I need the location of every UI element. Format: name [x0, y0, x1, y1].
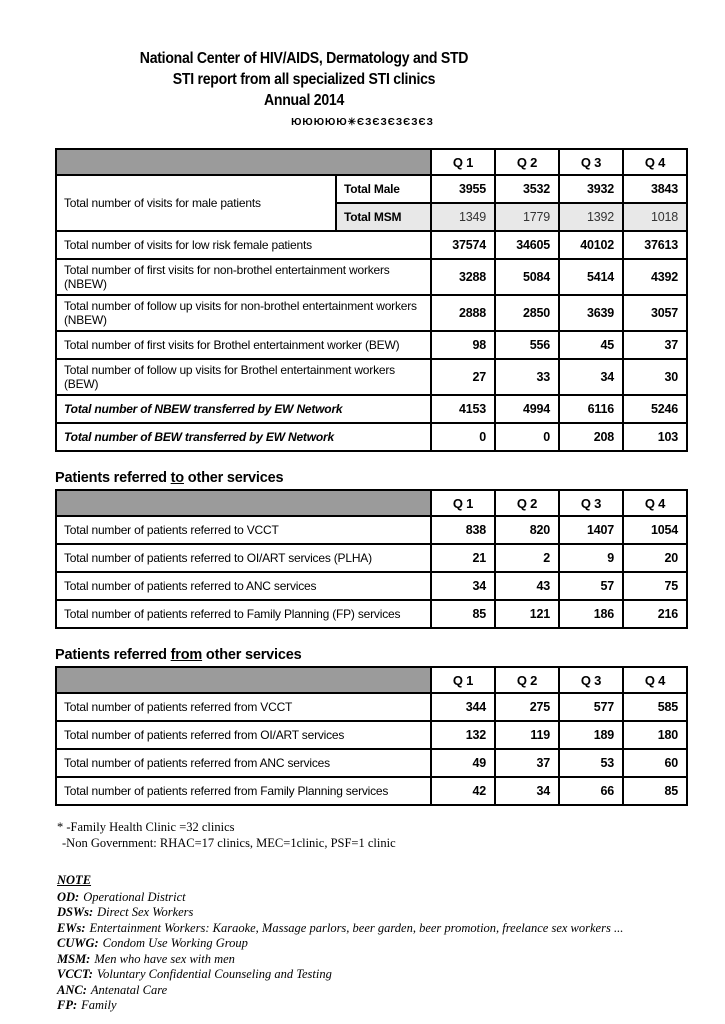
value-cell: 556	[495, 331, 559, 359]
value-cell: 34605	[495, 231, 559, 259]
note-heading: NOTE	[57, 873, 92, 887]
table-row	[56, 231, 687, 259]
visits-table-wrap	[55, 148, 687, 452]
value-cell: 98	[431, 331, 495, 359]
value-cell: 43	[495, 572, 559, 600]
value-cell: 37	[495, 749, 559, 777]
table-row	[56, 516, 687, 544]
table-row-total-male	[56, 175, 687, 203]
label-cell: Total number of patients referred to OI/ART services (PLHA)	[56, 544, 431, 572]
value-cell: 5246	[623, 395, 687, 423]
value-cell: 1018	[623, 203, 687, 231]
report-period: Annual 2014	[263, 92, 345, 109]
value-cell: 5414	[559, 259, 623, 295]
table-header-row	[56, 149, 687, 175]
report-subtitle: STI report from all specialized STI clinics	[172, 71, 436, 88]
label-cell: Total number of BEW transferred by EW Network	[56, 423, 431, 451]
value-cell: 40102	[559, 231, 623, 259]
value-cell: 119	[495, 721, 559, 749]
value-cell: 208	[559, 423, 623, 451]
table-row	[56, 295, 687, 331]
value-cell: 3932	[559, 175, 623, 203]
value-cell: 838	[431, 516, 495, 544]
value-cell: 6116	[559, 395, 623, 423]
value-cell: 27	[431, 359, 495, 395]
value-cell: 3057	[623, 295, 687, 331]
value-cell: 0	[495, 423, 559, 451]
label-cell: Total number of visits for low risk female patients	[56, 231, 431, 259]
label-cell: Total number of patients referred from Family Planning services	[56, 777, 431, 805]
value-cell: 1054	[623, 516, 687, 544]
value-cell: 585	[623, 693, 687, 721]
table-header-row	[56, 490, 687, 516]
value-cell: 3955	[431, 175, 495, 203]
quarter-header-q1: Q 1	[431, 149, 495, 175]
note-item-anc: ANC: Antenatal Care	[57, 982, 168, 997]
label-cell: Total number of patients referred to Family Planning (FP) services	[56, 600, 431, 628]
value-cell: 75	[623, 572, 687, 600]
value-cell: 216	[623, 600, 687, 628]
value-cell: 85	[623, 777, 687, 805]
label-cell: Total number of patients referred to VCCT	[56, 516, 431, 544]
value-cell: 820	[495, 516, 559, 544]
value-cell: 45	[559, 331, 623, 359]
label-cell: Total number of patients referred to ANC services	[56, 572, 431, 600]
value-cell: 53	[559, 749, 623, 777]
value-cell: 85	[431, 600, 495, 628]
value-cell: 4392	[623, 259, 687, 295]
value-cell: 21	[431, 544, 495, 572]
value-cell: 180	[623, 721, 687, 749]
value-cell: 3532	[495, 175, 559, 203]
table-row	[56, 721, 687, 749]
value-cell: 33	[495, 359, 559, 395]
value-cell: 2888	[431, 295, 495, 331]
value-cell: 103	[623, 423, 687, 451]
table-corner-cell	[56, 667, 431, 693]
clinic-footnote	[57, 819, 725, 851]
visits-table	[55, 148, 688, 452]
value-cell: 132	[431, 721, 495, 749]
value-cell: 20	[623, 544, 687, 572]
label-cell: Total number of first visits for Brothel entertainment worker (BEW)	[56, 331, 431, 359]
note-item-od: OD: Operational District	[57, 889, 186, 904]
referred-to-table	[55, 489, 688, 629]
value-cell: 0	[431, 423, 495, 451]
table-corner-cell	[56, 149, 431, 175]
quarter-header-q2: Q 2	[495, 149, 559, 175]
table-row	[56, 600, 687, 628]
value-cell: 2	[495, 544, 559, 572]
value-cell: 1392	[559, 203, 623, 231]
note-item-fp: FP: Family	[57, 998, 117, 1012]
table-row	[56, 259, 687, 295]
table-row	[56, 572, 687, 600]
footnote-line-2: -Non Government: RHAC=17 clinics, MEC=1clinic, PSF=1 clinic	[62, 836, 396, 850]
khmer-decorative-divider: ЮЮЮЮЮ✳ЄЗЄЗЄЗЄЗЄЗ	[291, 117, 434, 128]
value-cell: 37613	[623, 231, 687, 259]
label-cell: Total number of follow up visits for Brothel entertainment workers (BEW)	[56, 359, 431, 395]
quarter-header-q2: Q 2	[495, 667, 559, 693]
report-title-block	[36, 48, 571, 111]
quarter-header-q4: Q 4	[623, 490, 687, 516]
quarter-header-q4: Q 4	[623, 149, 687, 175]
table-row	[56, 359, 687, 395]
table-row-bew-transferred	[56, 423, 687, 451]
sub-label-cell: Total Male	[336, 175, 431, 203]
footnote-line-1: * -Family Health Clinic =32 clinics	[57, 820, 235, 834]
referred-to-table-wrap	[55, 489, 687, 629]
value-cell: 3639	[559, 295, 623, 331]
value-cell: 42	[431, 777, 495, 805]
value-cell: 189	[559, 721, 623, 749]
value-cell: 9	[559, 544, 623, 572]
quarter-header-q3: Q 3	[559, 490, 623, 516]
quarter-header-q3: Q 3	[559, 667, 623, 693]
quarter-header-q1: Q 1	[431, 667, 495, 693]
value-cell: 121	[495, 600, 559, 628]
value-cell: 1349	[431, 203, 495, 231]
table-row	[56, 331, 687, 359]
table-row	[56, 749, 687, 777]
note-item-cuwg: CUWG: Condom Use Working Group	[57, 936, 248, 950]
table-row	[56, 777, 687, 805]
value-cell: 2850	[495, 295, 559, 331]
value-cell: 4994	[495, 395, 559, 423]
label-cell: Total number of follow up visits for non-brothel entertainment workers (NBEW)	[56, 295, 431, 331]
value-cell: 1779	[495, 203, 559, 231]
note-item-dsws: DSWs: Direct Sex Workers	[57, 905, 194, 919]
referred-from-table	[55, 666, 688, 806]
section-title-referred-from: Patients referred from other services	[55, 647, 302, 663]
value-cell: 275	[495, 693, 559, 721]
value-cell: 3843	[623, 175, 687, 203]
value-cell: 344	[431, 693, 495, 721]
table-header-row	[56, 667, 687, 693]
value-cell: 34	[559, 359, 623, 395]
quarter-header-q4: Q 4	[623, 667, 687, 693]
note-item-msm: MSM: Men who have sex with men	[57, 951, 235, 966]
table-corner-cell	[56, 490, 431, 516]
quarter-header-q2: Q 2	[495, 490, 559, 516]
label-cell: Total number of patients referred from ANC services	[56, 749, 431, 777]
quarter-header-q3: Q 3	[559, 149, 623, 175]
value-cell: 34	[431, 572, 495, 600]
value-cell: 1407	[559, 516, 623, 544]
value-cell: 4153	[431, 395, 495, 423]
value-cell: 30	[623, 359, 687, 395]
note-item-vcct: VCCT: Voluntary Confidential Counseling and Testing	[57, 967, 332, 981]
table-row	[56, 693, 687, 721]
label-cell: Total number of patients referred from VCCT	[56, 693, 431, 721]
sub-label-cell: Total MSM	[336, 203, 431, 231]
label-cell: Total number of first visits for non-brothel entertainment workers (NBEW)	[56, 259, 431, 295]
value-cell: 57	[559, 572, 623, 600]
value-cell: 37	[623, 331, 687, 359]
value-cell: 3288	[431, 259, 495, 295]
table-row	[56, 544, 687, 572]
value-cell: 66	[559, 777, 623, 805]
value-cell: 60	[623, 749, 687, 777]
value-cell: 34	[495, 777, 559, 805]
value-cell: 186	[559, 600, 623, 628]
quarter-header-q1: Q 1	[431, 490, 495, 516]
table-row-nbew-transferred	[56, 395, 687, 423]
referred-from-table-wrap	[55, 666, 687, 806]
label-cell: Total number of NBEW transferred by EW Network	[56, 395, 431, 423]
abbreviation-note	[57, 873, 725, 1014]
value-cell: 49	[431, 749, 495, 777]
page-title: National Center of HIV/AIDS, Dermatology and STD	[139, 50, 469, 67]
label-cell: Total number of patients referred from OI/ART services	[56, 721, 431, 749]
section-title-referred-to: Patients referred to other services	[55, 470, 284, 486]
value-cell: 5084	[495, 259, 559, 295]
value-cell: 577	[559, 693, 623, 721]
value-cell: 37574	[431, 231, 495, 259]
label-cell: Total number of visits for male patients	[56, 175, 336, 231]
note-item-ews: EWs: Entertainment Workers: Karaoke, Massage parlors, beer garden, beer promotion, freelance sex workers ...	[57, 920, 624, 935]
